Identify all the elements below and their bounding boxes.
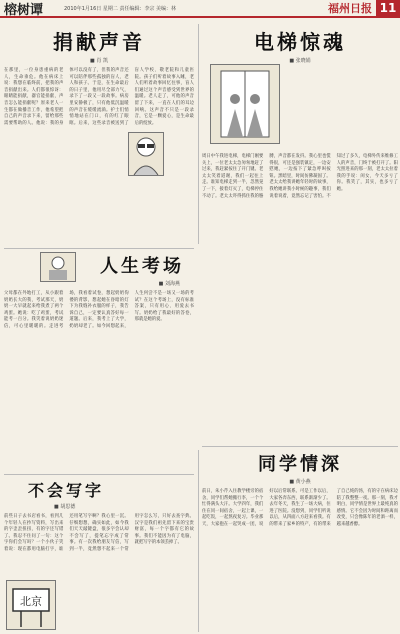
article-body: 在那里，一位身患重病的老人，生命垂危。他在病床上说：我想在临终前，把我的声音捐献出来。人们都很惊讶：眼睛能捐献，器官能捐献，声音怎么能捐献呢？原来老人一生都在做播音工作，他希望把自己的声音录下来，留给那些需要帮助的人。他说：我的身体可以没有了，但我的声音还可以陪伴那些孤独的盲人、老人和孩子。于是，在生命最后的日子里，他用尽全部力气，录下了一段又一段故事。病房里安静极了，只有他低沉温暖的声音在缓缓流淌。护士们悄悄地站在门口，有的红了眼眶。后来，这些录音被送到了盲人学校、敬老院和儿童医院。孩子们听着故事入睡，老人们听着故事回忆往事，盲人们通过这个声音感受到世界的温暖。老人走了，可他的声音留了下来，一直在人们的耳边回响。这声音不只是一段录音，它是一颗爱心，是生命最后的绽放。 xyxy=(4,68,194,126)
article-byline: ■ 胡思德 xyxy=(54,504,76,510)
page-number: 11 xyxy=(376,0,400,17)
article-body: 前些日子去书店看书，看到几个年轻人在抄写资料，写出来的字歪歪扭扭，有的字还写错了。我忍不住问了一句：这个字你们会写吗？一个小伙子笑着说：现在都用电脑打字，谁还用笔写字啊？我心里一沉。仔细想想，确实如此，如今我们天天敲键盘，很多字会认却不会写了，提笔忘字成了常事。有一次我给朋友写信，写到一半，竟然想不起来一个常用字怎么写，只好去查字典。汉字是我们祖先留下来的宝贵财富，每一个字都有它的故事。我们不能因为有了电脑，就把写字的本领丢掉了。 xyxy=(4,514,194,552)
issue-info: 2010年1月16日 星期二 责任编辑：李宗 美编：林 xyxy=(64,5,177,12)
column-divider xyxy=(198,24,199,244)
article-title: 不会写字 xyxy=(28,481,105,500)
section-divider xyxy=(4,474,194,475)
article-title: 电梯惊魂 xyxy=(254,30,346,54)
article-title: 捐献声音 xyxy=(53,30,145,54)
elevator-illustration xyxy=(210,64,280,144)
article-byline: ■ 张晓娟 xyxy=(289,58,311,64)
beijing-sign-illustration xyxy=(6,580,56,630)
newspaper-brand: 福州日报 xyxy=(328,2,372,15)
article-donate-voice xyxy=(4,26,194,246)
page-header xyxy=(0,0,400,18)
article-title: 同学情深 xyxy=(258,454,342,475)
caption-beijing: 北京 xyxy=(20,595,42,608)
exam-illustration xyxy=(40,252,76,282)
article-byline: ■ 黄小燕 xyxy=(289,479,311,485)
article-classmates xyxy=(202,450,398,632)
article-byline: ■ 刘海燕 xyxy=(158,281,180,287)
column-name: 榕树谭 xyxy=(4,2,44,18)
column-divider xyxy=(198,450,199,632)
article-byline: ■ 肖 凯 xyxy=(90,58,108,64)
article-elevator-body xyxy=(202,150,398,440)
section-divider xyxy=(4,248,194,249)
article-exam xyxy=(4,252,194,472)
article-body: 父母都在外地打工，从小跟着奶奶长大的我，考试那天，奶奶一大早就起来给我煮了两个鸡蛋。她说：吃了鸡蛋，考试能考一百分。我笑着说奶奶迷信，可心里暖暖的。走进考场，我看着试卷，想起奶奶佝偻的背影，想起她在昏暗的灯下为我缝补衣服的样子，我告诉自己，一定要认真答好每一道题。后来，我考上了大学，奶奶却老了。如今回想起来，人生何尝不是一场又一场的考试？在这个考场上，没有标准答案，只有用心、用爱去书写。奶奶给了我最好的答卷，那就是她的爱。 xyxy=(4,291,194,329)
article-body: 周日中午我进电梯，电梯门刚要关上，一位老太太急匆匆地赶了过来，我赶紧按住了开门键。老太太笑着道谢，我们一起往上走。谁知电梯走到一半，忽然晃了一下，接着灯灭了，电梯停住不动了。老太太吓得抓住我的胳膊，声音都在发抖。我心里也慌得很，可还是强装镇定，一边安慰她，一边按下了紧急呼叫按钮。黑暗里，时间仿佛凝固了。老太太给我讲她年轻时的故事，我给她讲我小时候的趣事，我们说着说着，竟然忘记了害怕。不知过了多久，电梯外传来维修工人的声音，门终于被打开了。阳光照进来的那一刻，老太太拉着我的手说：闺女，今天多亏了你。我笑了，其实，也多亏了她。 xyxy=(202,154,398,199)
article-body: 前日，朱小芹入住教学楼旁的宿舍，同学们帮她搬行李，一个个忙得满头大汗。大学四年，我们住在同一间宿舍，一起上课，一起吃饭，一起熬夜复习。毕业那天，大家抱在一起哭成一团，说好以后常联系。可是工作以后，大家各奔东西，联系渐渐少了。去年冬天，我生了一场大病，住进了医院。没想到，同学们听说以后，从四面八方赶来看我。有的带来了家乡的特产，有的带来了自己炖的汤，有的守在病床边陪了我整整一夜。那一刻，我才明白，同学情是世界上最纯真的感情。它不会因为时间和距离而改变，只会像陈年的老酒一样，越来越香醇。 xyxy=(202,489,398,527)
portrait-illustration xyxy=(128,132,164,176)
article-title: 人生考场 xyxy=(100,256,184,277)
section-divider xyxy=(202,446,398,447)
